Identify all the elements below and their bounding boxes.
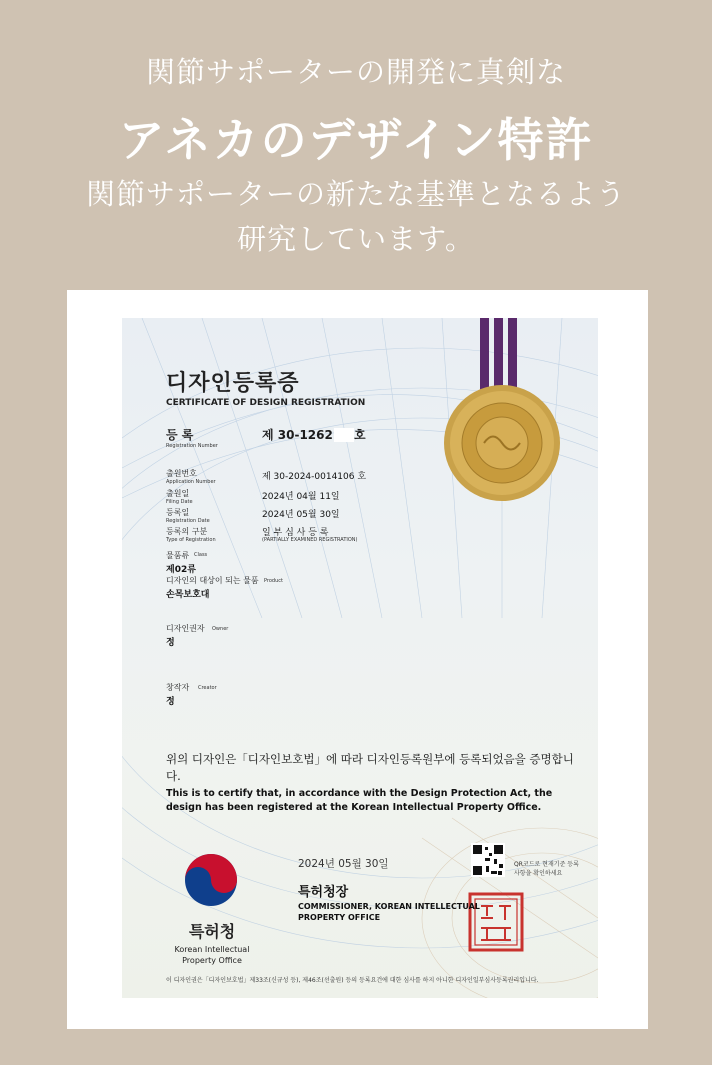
reg-date: 2024년 05월 30일 — [262, 510, 340, 520]
reg-date-label: 등록일 — [166, 508, 190, 517]
kipo-logo-icon — [185, 854, 237, 906]
certificate-title-ko: 디자인등록증 — [166, 371, 300, 396]
statement-ko: 위의 디자인은「디자인보호법」에 따라 디자인등록원부에 등록되었음을 증명합니다. — [166, 752, 574, 783]
owner-value: 정 — [166, 638, 175, 648]
class-sub: Class — [194, 552, 208, 558]
application-label: 출원번호 — [166, 469, 197, 478]
class-value: 제02류 — [166, 565, 196, 575]
gold-seal — [444, 385, 560, 501]
hero-line-1: 関節サポーターの開発に真剣な — [145, 55, 566, 89]
creator-value: 정 — [166, 697, 175, 707]
registration-label: 등 록 — [166, 428, 194, 442]
hero-title: アネカのデザイン特許 — [118, 113, 594, 167]
filing-label: 출원일 — [166, 489, 190, 498]
office-name-en: Korean Intellectual Property Office — [174, 945, 250, 965]
filing-date: 2024년 04월 11일 — [262, 492, 340, 502]
creator-label: 창작자 — [166, 683, 190, 692]
owner-sub: Owner — [212, 626, 229, 632]
statement-en: This is to certify that, in accordance with the Design Protection Act, the design has been registered at the Korean Intellectual Property Office. — [166, 788, 553, 813]
reg-type-en: (PARTIALLY EXAMINED REGISTRATION) — [262, 537, 358, 543]
qr-note: QR코드로 현재기준 등록사항을 확인하세요 — [514, 861, 579, 877]
reg-type-sub: Type of Registration — [166, 537, 216, 543]
reg-type-label: 등록의 구분 — [166, 527, 208, 536]
creator-sub: Creator — [198, 685, 217, 691]
hero-line-3: 関節サポーターの新たな基準となるよう — [85, 177, 626, 211]
reg-date-sub: Registration Date — [166, 518, 210, 524]
owner-label: 디자인권자 — [166, 624, 205, 633]
certificate-title-en: CERTIFICATE OF DESIGN REGISTRATION — [166, 398, 366, 408]
registration-sub: Registration Number — [166, 443, 218, 449]
class-label: 물품류 — [166, 551, 190, 560]
certificate-background-pattern — [122, 318, 598, 998]
design-certificate — [122, 318, 598, 998]
redaction-block — [334, 428, 354, 442]
reg-type: 일 부 심 사 등 록 — [262, 528, 329, 538]
issue-date: 2024년 05월 30일 — [298, 858, 389, 870]
product-label: 디자인의 대상이 되는 물품 — [166, 576, 259, 585]
commissioner-ko: 특허청장 — [298, 885, 349, 900]
product-value: 손목보호대 — [166, 590, 210, 600]
office-name-ko: 특허청 — [188, 922, 236, 941]
certificate-footer: 이 디자인권은「디자인보호법」제33조(신규성 등), 제46조(선출원) 등의 등록요건에 대한 심사를 하지 아니한 디자인일부심사등록권리입니다. — [166, 977, 539, 984]
product-sub: Product — [264, 578, 283, 584]
application-number: 제 30-2024-0014106 호 — [262, 472, 367, 482]
hero-line-4: 研究しています。 — [237, 222, 475, 256]
application-sub: Application Number — [166, 479, 216, 485]
qr-code-icon — [471, 843, 505, 877]
commissioner-en: COMMISSIONER, KOREAN INTELLECTUAL PROPERTY OFFICE — [298, 902, 480, 922]
filing-sub: Filing Date — [166, 499, 193, 505]
registration-number: 제 30-1262 — [262, 428, 333, 442]
registration-suffix: 호 — [354, 428, 366, 442]
ribbon-stripes — [480, 318, 517, 396]
